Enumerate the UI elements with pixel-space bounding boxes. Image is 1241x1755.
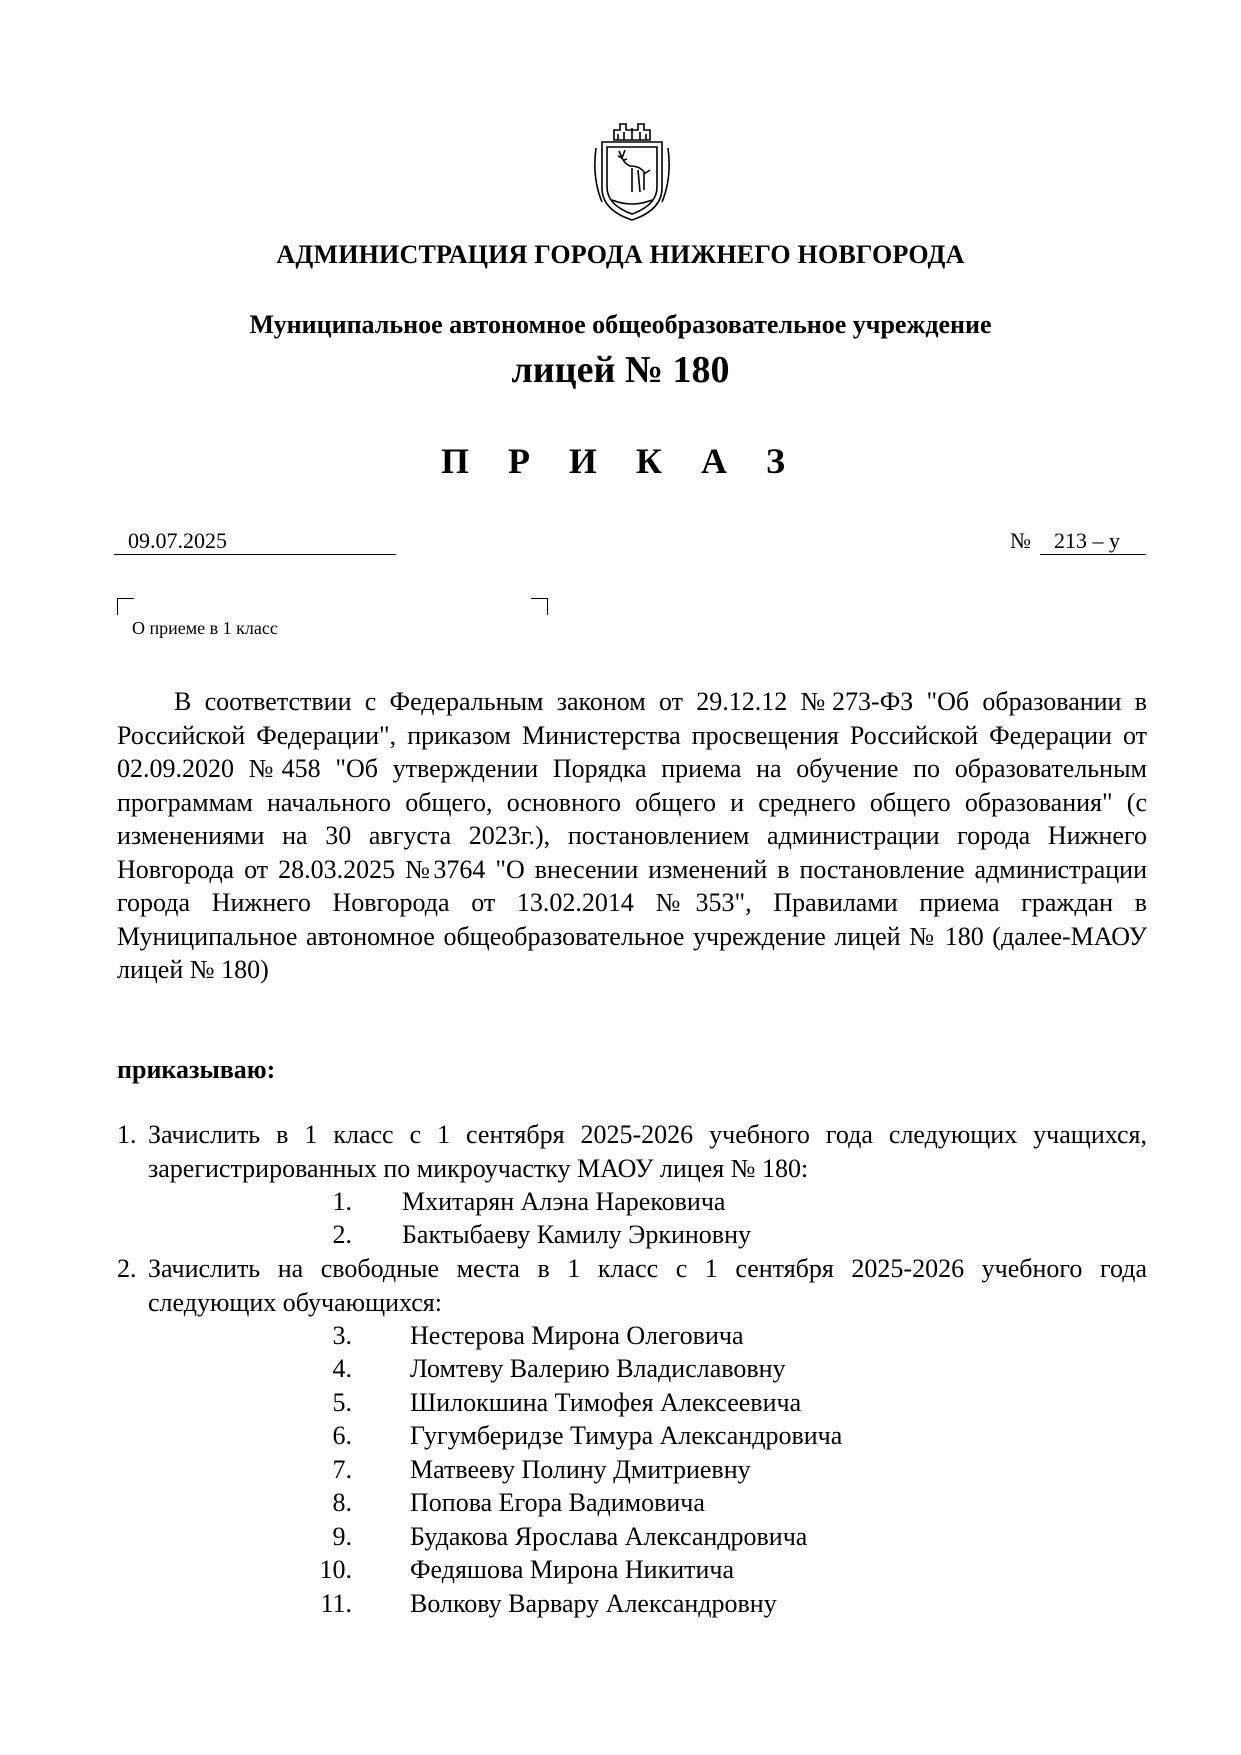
student-name: Мхитарян Алэна Нарековича: [402, 1187, 726, 1216]
student-name: Шилокшина Тимофея Алексеевича: [410, 1388, 802, 1417]
student-number: 3.: [332, 1321, 352, 1350]
decree-word: приказываю:: [117, 1055, 276, 1084]
subject-bracket-left: [117, 598, 134, 615]
order-subject: О приеме в 1 класс: [132, 618, 278, 638]
subject-bracket-right: [531, 598, 548, 615]
student-number: 10.: [319, 1555, 352, 1584]
student-name: Федяшова Мирона Никитича: [410, 1555, 735, 1584]
student-name: Ломтеву Валерию Владиславовну: [410, 1354, 786, 1383]
student-number: 8.: [332, 1488, 352, 1517]
student-name: Матвееву Полину Дмитриевну: [410, 1455, 751, 1484]
order-item: [117, 1252, 1147, 1319]
student-number: 9.: [332, 1522, 352, 1551]
student-number: 2.: [332, 1220, 352, 1249]
student-name: Бактыбаеву Камилу Эркиновну: [402, 1220, 751, 1249]
student-number: 11.: [320, 1589, 352, 1618]
preamble-paragraph: [117, 685, 1147, 987]
coat-of-arms-emblem: [592, 118, 672, 224]
administration-heading: АДМИНИСТРАЦИЯ ГОРОДА НИЖНЕГО НОВГОРОДА: [276, 240, 965, 269]
order-number-sign: №: [1010, 528, 1031, 553]
student-number: 5.: [332, 1388, 352, 1417]
preamble-text: В соответствии с Федеральным законом от 29.12.12 №273-ФЗ "Об образовании в Российской Федерации", приказом Министерства просвещения Российской Федерации от 02.09.2020 №458 "Об утверждении Порядка приема на обучение по образовательным программам начального общего, основного общего и среднего общего образования" (с изменениями на 30 августа 2023г.), постановлением администрации города Нижнего Новгорода от 28.03.2025 №3764 "О внесении изменений в постановление администрации города Нижнего Новгорода от 13.02.2014 №353", Правилами приема граждан в Муниципальное автономное общеобразовательное учреждение лицей № 180 (далее-МАОУ лицей № 180): [117, 687, 1147, 984]
order-date: 09.07.2025: [114, 528, 396, 555]
student-number: 6.: [332, 1421, 352, 1450]
student-number: 7.: [332, 1455, 352, 1484]
order-item: [117, 1118, 1147, 1185]
item-text: Зачислить в 1 класс с 1 сентября 2025-2026 учебного года следующих учащихся, зарегистрированных по микроучастку МАОУ лицея № 180:: [148, 1120, 1147, 1183]
student-name: Попова Егора Вадимовича: [410, 1488, 705, 1517]
institution-heading: Муниципальное автономное общеобразовательное учреждение: [249, 310, 992, 339]
student-name: Будакова Ярослава Александровича: [410, 1522, 808, 1551]
item-number: 1.: [117, 1120, 137, 1149]
student-name: Волкову Варвару Александровну: [410, 1589, 777, 1618]
item-text: Зачислить на свободные места в 1 класс с 1 сентября 2025-2026 учебного года следующих обучающихся:: [148, 1254, 1147, 1317]
lyceum-heading: лицей № 180: [511, 349, 730, 391]
student-name: Гугумберидзе Тимура Александровича: [410, 1421, 843, 1450]
student-name: Нестерова Мирона Олеговича: [410, 1321, 744, 1350]
student-number: 4.: [332, 1354, 352, 1383]
student-number: 1.: [332, 1187, 352, 1216]
item-number: 2.: [117, 1254, 137, 1283]
order-number: 213 – у: [1040, 528, 1146, 555]
document-type-title: П Р И К А З: [440, 441, 801, 481]
